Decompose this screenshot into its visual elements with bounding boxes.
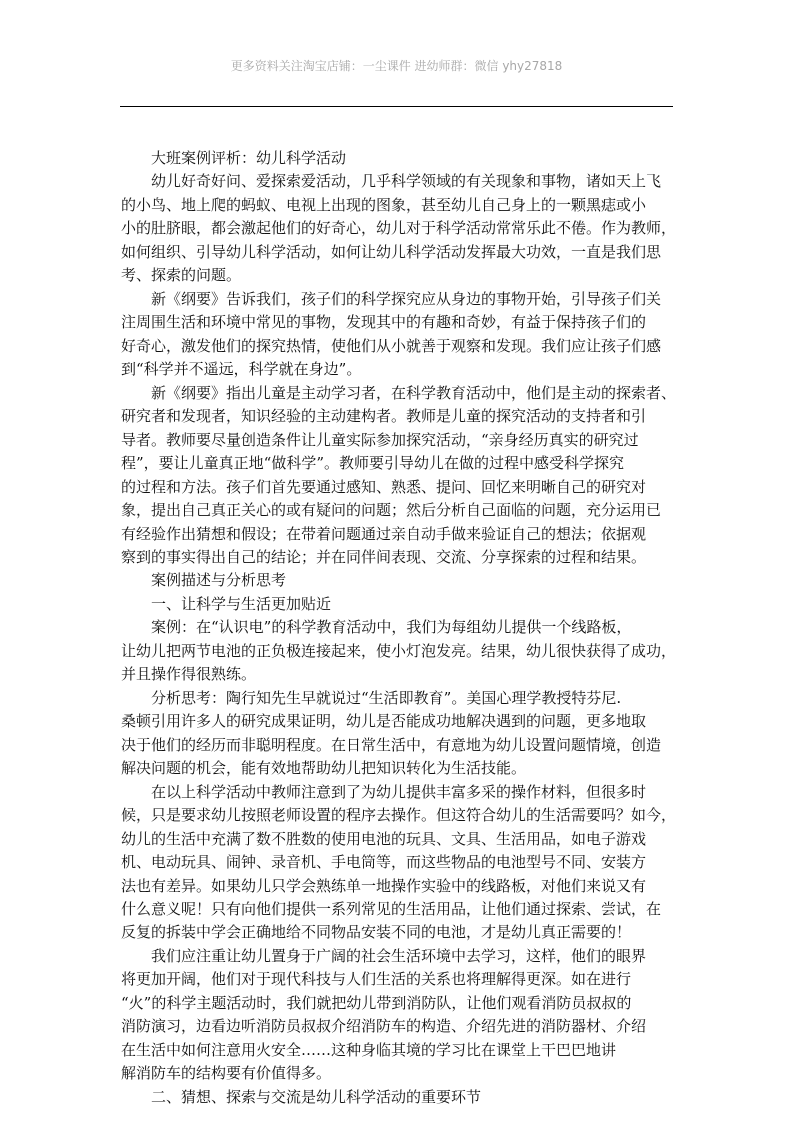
document-line: 大班案例评析：幼儿科学活动 xyxy=(151,149,347,167)
document-line: “火”的科学主题活动时，我们就把幼儿带到消防队，让他们观看消防员叔叔的 xyxy=(121,993,632,1012)
document-line: 幼儿的生活中充满了数不胜数的使用电池的玩具、文具、生活用品，如电子游戏 xyxy=(121,829,647,848)
document-line: 幼儿好奇好问、爱探索爱活动，几乎科学领域的有关现象和事物，诸如天上飞 xyxy=(151,172,662,191)
document-line: 解消防车的结构要有价值得多。 xyxy=(121,1064,332,1083)
document-line: 消防演习，边看边听消防员叔叔介绍消防车的构造、介绍先进的消防器材、介绍 xyxy=(121,1017,647,1036)
document-line: 解决问题的机会，能有效地帮助幼儿把知识转化为生活技能。 xyxy=(121,759,527,778)
document-body xyxy=(121,147,681,1109)
document-line: 程”，要让儿童真正地“做科学”。教师要引导幼儿在做的过程中感受科学探究 xyxy=(121,454,625,473)
document-line: 在生活中如何注意用火安全……这种身临其境的学习比在课堂上干巴巴地讲 xyxy=(121,1040,617,1059)
document-line: 桑顿引用许多人的研究成果证明，幼儿是否能成功地解决遇到的问题，更多地取 xyxy=(121,712,647,731)
document-line: 什么意义呢！只有向他们提供一系列常见的生活用品，让他们通过探索、尝试，在 xyxy=(121,900,662,918)
document-line: 二、猜想、探索与交流是幼儿科学活动的重要环节 xyxy=(151,1087,482,1106)
document-line: 案例：在“认识电”的科学教育活动中，我们为每组幼儿提供一个线路板， xyxy=(151,618,632,637)
document-line: 候，只是要求幼儿按照老师设置的程序去操作。但这符合幼儿的生活需要吗？如今， xyxy=(121,806,677,825)
document-line: 好奇心，激发他们的探究热情，使他们从小就善于观察和发现。我们应让孩子们感 xyxy=(121,336,662,355)
document-line: 决于他们的经历而非聪明程度。在日常生活中，有意地为幼儿设置问题情境，创造 xyxy=(121,735,662,754)
document-line: 的过程和方法。孩子们首先要通过感知、熟悉、提问、回忆来明晰自己的研究对 xyxy=(121,477,647,496)
document-line: 案例描述与分析思考 xyxy=(151,571,287,590)
document-line: 让幼儿把两节电池的正负极连接起来，使小灯泡发亮。结果，幼儿很快获得了成功， xyxy=(121,641,677,660)
document-line: 考、探索的问题。 xyxy=(121,266,242,285)
document-line: 法也有差异。如果幼儿只学会熟练单一地操作实验中的线路板，对他们来说又有 xyxy=(121,876,647,895)
document-line: 我们应注重让幼儿置身于广阔的社会生活环境中去学习，这样，他们的眼界 xyxy=(151,946,647,965)
document-line: 在以上科学活动中教师注意到了为幼儿提供丰富多采的操作材料，但很多时 xyxy=(151,782,647,801)
document-line: 机、电动玩具、闹钟、录音机、手电筒等，而这些物品的电池型号不同、安装方 xyxy=(121,853,647,872)
page-header-text: 更多资料关注淘宝店铺：一尘课件 进幼师群：微信 yhy27818 xyxy=(230,59,563,73)
document-line: 新《纲要》告诉我们，孩子们的科学探究应从身边的事物开始，引导孩子们关 xyxy=(151,289,662,308)
document-line: 反复的拆装中学会正确地给不同物品安装不同的电池，才是幼儿真正需要的！ xyxy=(121,923,632,942)
document-line: 新《纲要》指出儿童是主动学习者，在科学教育活动中，他们是主动的探索者、 xyxy=(151,383,677,402)
document-line: 察到的事实得出自己的结论；并在同伴间表现、交流、分享探索的过程和结果。 xyxy=(121,547,647,566)
document-line: 有经验作出猜想和假设；在带着问题通过亲自动手做来验证自己的想法；依据观 xyxy=(121,524,647,543)
document-line: 导者。教师要尽量创造条件让儿童实际参加探究活动，“亲身经历真实的研究过 xyxy=(121,430,639,449)
document-line: 的小鸟、地上爬的蚂蚁、电视上出现的图象，甚至幼儿自己身上的一颗黑痣或小 xyxy=(121,195,647,214)
document-line: 分析思考：陶行知先生早就说过“生活即教育”。美国心理学教授特芬尼. xyxy=(151,688,622,707)
document-line: 到“科学并不遥远，科学就在身边”。 xyxy=(121,360,362,379)
document-line: 将更加开阔，他们对于现代科技与人们生活的关系也将理解得更深。如在进行 xyxy=(121,970,632,989)
document-line: 如何组织、引导幼儿科学活动，如何让幼儿科学活动发挥最大功效，一直是我们思 xyxy=(121,242,662,261)
document-line: 一、让科学与生活更加贴近 xyxy=(151,594,332,613)
document-line: 小的肚脐眼，都会激起他们的好奇心，幼儿对于科学活动常常乐此不倦。作为教师， xyxy=(121,219,677,238)
document-line: 并且操作得很熟练。 xyxy=(121,665,257,684)
document-line: 象，提出自己真正关心的或有疑问的问题；然后分析自己面临的问题，充分运用已 xyxy=(121,501,662,520)
document-line: 注周围生活和环境中常见的事物，发现其中的有趣和奇妙，有益于保持孩子们的 xyxy=(121,313,647,332)
header-divider xyxy=(120,106,673,107)
document-line: 研究者和发现者，知识经验的主动建构者。教师是儿童的探究活动的支持者和引 xyxy=(121,407,647,426)
